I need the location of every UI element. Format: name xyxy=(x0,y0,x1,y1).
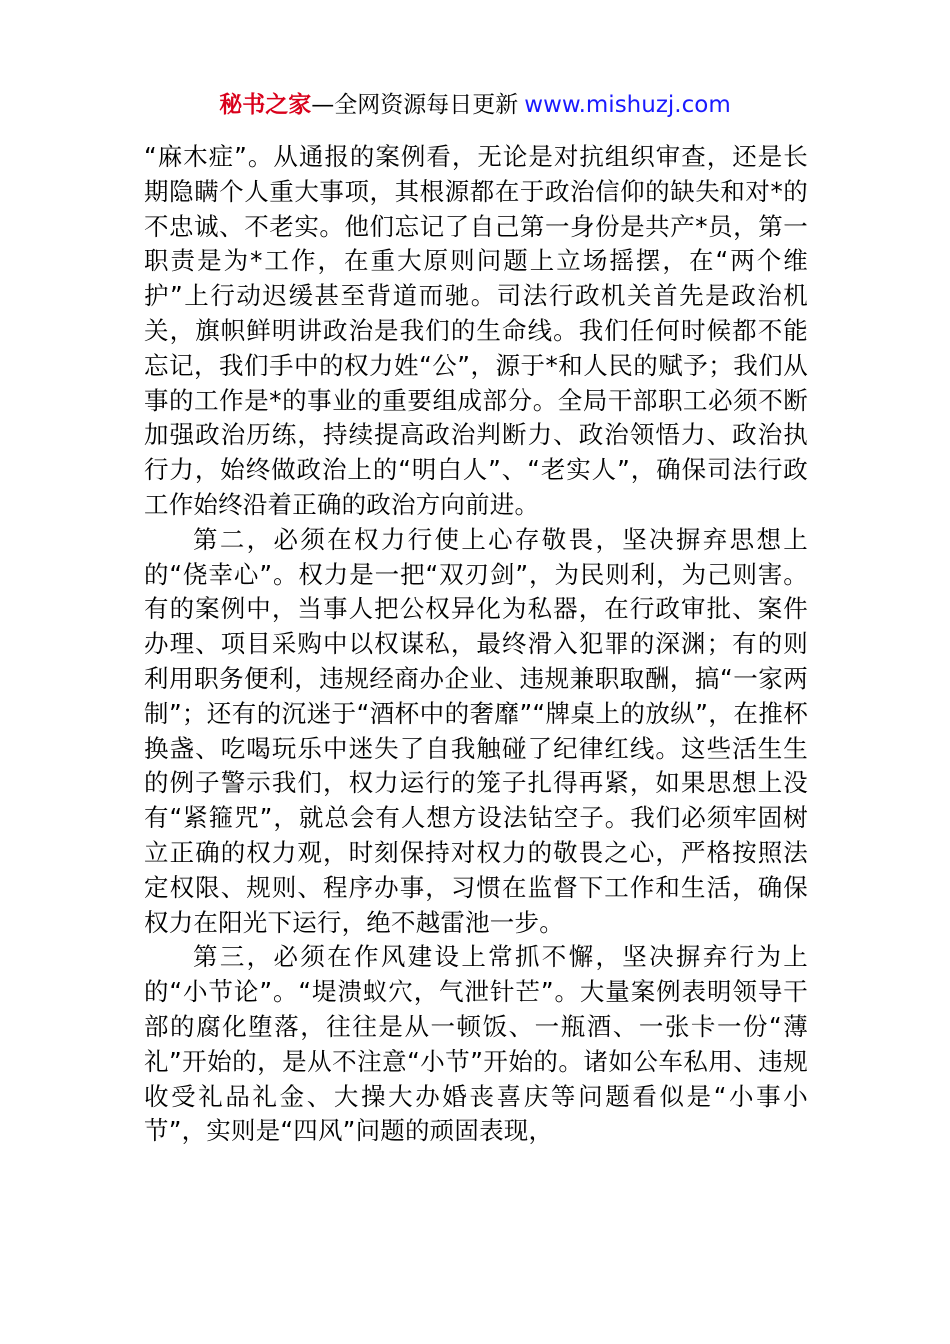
paragraph-second-point: 第二，必须在权力行使上心存敬畏，坚决摒弃思想上的“侥幸心”。权力是一把“双刃剑”，为民则利，为己则害。有的案例中，当事人把公权异化为私器，在行政审批、案件办理、项目采购中以权谋私，最终滑入犯罪的深渊；有的则利用职务便利，违规经商办企业、违规兼职取酬，搞“一家两制”；还有的沉迷于“酒杯中的奢靡”“牌桌上的放纵”，在推杯换盏、吃喝玩乐中迷失了自我触碰了纪律红线。这些活生生的例子警示我们，权力运行的笼子扎得再紧，如果思想上没有“紧箍咒”，就总会有人想方设法钻空子。我们必须牢固树立正确的权力观，时刻保持对权力的敬畏之心，严格按照法定权限、规则、程序办事，习惯在监督下工作和生活，确保权力在阳光下运行，绝不越雷池一步。 xyxy=(144,524,808,937)
paragraph-continuation: “麻木症”。从通报的案例看，无论是对抗组织审查，还是长期隐瞒个人重大事项，其根源都在于政治信仰的缺失和对*的不忠诚、不老实。他们忘记了自己第一身份是共产*员，第一职责是为*工作，在重大原则问题上立场摇摆，在“两个维护”上行动迟缓甚至背道而驰。司法行政机关首先是政治机关，旗帜鲜明讲政治是我们的生命线。我们任何时候都不能忘记，我们手中的权力姓“公”，源于*和人民的赋予；我们从事的工作是*的事业的重要组成部分。全局干部职工必须不断加强政治历练，持续提高政治判断力、政治领悟力、政治执行力，始终做政治上的“明白人”、“老实人”，确保司法行政工作始终沿着正确的政治方向前进。 xyxy=(144,142,808,519)
paragraph-third-point: 第三，必须在作风建设上常抓不懈，坚决摒弃行为上的“小节论”。“堤溃蚁穴，气泄针芒”。大量案例表明领导干部的腐化堕落，往往是从一顿饭、一瓶酒、一张卡一份“薄礼”开始的，是从不注意“小节”开始的。诸如公车私用、违规收受礼品礼金、大操大办婚丧喜庆等问题看似是“小事小节”，实则是“四风”问题的顽固表现， xyxy=(144,942,808,1146)
brand-name: 秘书之家 xyxy=(219,92,312,118)
header-tagline: 全网资源每日更新 xyxy=(334,92,519,118)
header-url-link[interactable]: www.mishuzj.com xyxy=(524,92,731,118)
document-body xyxy=(144,140,808,1149)
header-dash: — xyxy=(311,92,335,118)
page-header xyxy=(0,88,950,122)
